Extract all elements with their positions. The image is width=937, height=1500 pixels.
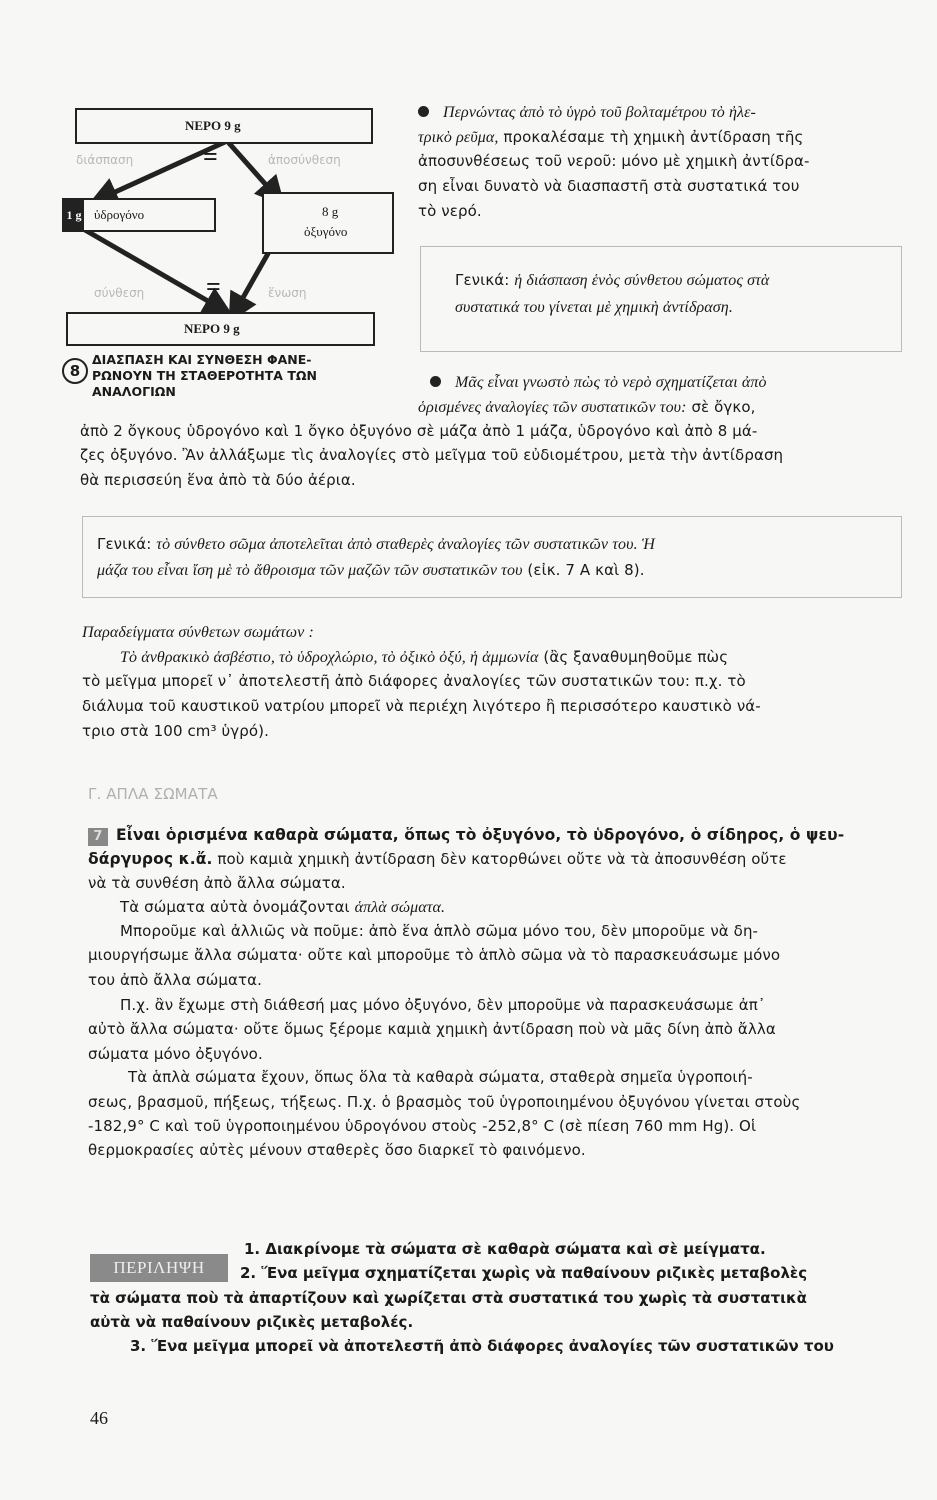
text-line: του ἀπὸ ἄλλα σώματα. [88, 971, 263, 989]
bullet-icon [418, 106, 429, 117]
text-line: νὰ τὰ συνθέση ἀπὸ ἄλλα σώματα. [88, 874, 346, 892]
bullet-icon [430, 376, 441, 387]
ghost-label-disunion: ἀποσύνθεση [268, 153, 341, 167]
water-bottom-box [66, 312, 375, 346]
text-line: ἀποσυνθέσεως τοῦ νεροῦ: μόνο μὲ χημικὴ ἀντίδρα- [418, 152, 810, 170]
general-note-box-1 [420, 246, 902, 352]
text-line: θερμοκρασίες αὐτὲς μένουν σταθερὲς ὅσο διαρκεῖ τὸ φαινόμενο. [88, 1141, 586, 1159]
general-note-box-2 [82, 516, 902, 598]
summary-label: ΠΕΡΙΛΗΨΗ [90, 1254, 228, 1282]
text-line: δάργυρος κ.ἄ. ποὺ καμιὰ χημικὴ ἀντίδραση δὲν κατορθώνει οὔτε νὰ τὰ ἀποσυνθέση οὔτε [88, 850, 787, 868]
summary-line: 2. Ἕνα μεῖγμα σχηματίζεται χωρὶς νὰ παθαίνουν ριζικὲς μεταβολὲς [240, 1264, 808, 1282]
ghost-label-decomposition: διάσπαση [76, 153, 134, 167]
oxygen-box [262, 192, 394, 254]
arrow-from-hydrogen [85, 230, 220, 308]
hydrogen-label: ὑδρογόνο [94, 207, 145, 222]
examples-heading: Παραδείγματα σύνθετων σωμάτων : [82, 624, 314, 641]
ghost-label-union: ἕνωση [268, 286, 307, 300]
arrow-to-oxygen [228, 142, 275, 195]
summary-line: τὰ σώματα ποὺ τὰ ἀπαρτίζουν καὶ χωρίζεται στὰ συστατικά του χωρὶς τὰ συστατικὰ [90, 1289, 807, 1307]
caption-line: ΑΝΑΛΟΓΙΩΝ [92, 384, 176, 399]
text-line: Τὰ ἁπλὰ σώματα ἔχουν, ὅπως ὅλα τὰ καθαρὰ σώματα, σταθερὰ σημεῖα ὑγροποιή- [128, 1068, 753, 1086]
text-line: μάζα του εἶναι ἴση μὲ τὸ ἄθροισμα τῶν μαζῶν τῶν συστατικῶν του (εἰκ. 7 Α καὶ 8). [97, 561, 645, 579]
text-line: ὁρισμένες ἀναλογίες τῶν συστατικῶν του: σὲ ὄγκο, [418, 398, 756, 416]
caption-line: ΔΙΑΣΠΑΣΗ ΚΑΙ ΣΥΝΘΕΣΗ ΦΑΝΕ- [92, 352, 312, 367]
summary-line: αὐτὰ νὰ παθαίνουν ριζικὲς μεταβολές. [90, 1313, 414, 1331]
text-line: Περνώντας ἀπὸ τὸ ὑγρὸ τοῦ βολταμέτρου τὸ ἠλε- [418, 102, 756, 124]
hydrogen-box [62, 198, 216, 232]
text-line: τὸ μεῖγμα μπορεῖ ν᾽ ἀποτελεστῆ ἀπὸ διάφορες ἀναλογίες τῶν συστατικῶν του: π.χ. τὸ [82, 672, 746, 690]
text-line: Τὰ σώματα αὐτὰ ὀνομάζονται ἁπλὰ σώματα. [120, 898, 446, 916]
text-line: σεως, βρασμοῦ, πήξεως, τήξεως. Π.χ. ὁ βρασμὸς τοῦ ὑγροποιημένου ὀξυγόνου γίνεται στοὺς [88, 1093, 801, 1111]
text-line: Γενικά: τὸ σύνθετο σῶμα ἀποτελεῖται ἀπὸ σταθερὲς ἀναλογίες τῶν συστατικῶν του. Ἡ [97, 535, 656, 553]
water-top-box [75, 108, 373, 144]
text-line: τὸ νερό. [418, 202, 482, 220]
text-line: Μᾶς εἶναι γνωστὸ πὼς τὸ νερὸ σχηματίζεται ἀπὸ [430, 372, 767, 394]
text-line: ζες ὀξυγόνο. Ἂν ἀλλάξωμε τὶς ἀναλογίες στὸ μεῖγμα τοῦ εὐδιομέτρου, μετὰ τὴν ἀντίδραση [80, 446, 784, 464]
summary-line: 1. Διακρίνομε τὰ σώματα σὲ καθαρὰ σώματα καὶ σὲ μείγματα. [244, 1240, 766, 1258]
text-line: συστατικά του γίνεται μὲ χημικὴ ἀντίδραση. [455, 299, 733, 316]
oxygen-mass: 8 g [322, 204, 339, 219]
text-line: Π.χ. ἂν ἔχωμε στὴ διάθεσή μας μόνο ὀξυγόνο, δὲν μποροῦμε νὰ παρασκευάσωμε ἀπ᾽ [120, 996, 766, 1014]
figure-number-badge: 8 [62, 358, 88, 384]
oxygen-label: ὀξυγόνο [304, 224, 348, 239]
equals-top: = [203, 142, 218, 171]
arrow-from-oxygen [236, 250, 270, 310]
section-heading: Γ. ΑΠΛΑ ΣΩΜΑΤΑ [88, 785, 218, 803]
water-top-label: ΝΕΡΟ 9 g [185, 118, 241, 133]
text-line: τριο στὰ 100 cm³ ὑγρό). [82, 722, 269, 740]
text-line: Γενικά: ἡ διάσπαση ἑνὸς σύνθετου σώματος στὰ [455, 271, 770, 289]
figure-caption [92, 352, 317, 400]
text-line: ση εἶναι δυνατὸ νὰ διασπαστῆ στὰ συστατικά του [418, 177, 800, 195]
text-line: Τὸ ἀνθρακικὸ ἀσβέστιο, τὸ ὑδροχλώριο, τὸ ὀξικὸ ὀξύ, ἡ ἀμμωνία (ἂς ξαναθυμηθοῦμε πὼς [120, 648, 729, 666]
water-bottom-label: ΝΕΡΟ 9 g [184, 321, 240, 336]
note-label: Γενικά [455, 271, 505, 289]
section-marker: 7 [88, 828, 108, 846]
caption-line: ΡΩΝΟΥΝ ΤΗ ΣΤΑΘΕΡΟΤΗΤΑ ΤΩΝ [92, 368, 317, 383]
ghost-label-synthesis: σύνθεση [94, 286, 145, 300]
text-line: τρικὸ ρεῦμα, προκαλέσαμε τὴ χημικὴ ἀντίδραση τῆς [418, 128, 804, 146]
text-line: σώματα μόνο ὀξυγόνο. [88, 1045, 263, 1063]
text-line: αὐτὸ ἄλλα σώματα· οὔτε ὅμως ξέρομε καμιὰ χημικὴ ἀντίδραση ποὺ νὰ μᾶς δίνη ἀπὸ ἄλλα [88, 1020, 776, 1038]
summary-line: 3. Ἕνα μεῖγμα μπορεῖ νὰ ἀποτελεστῆ ἀπὸ διάφορες ἀναλογίες τῶν συστατικῶν του [130, 1337, 834, 1355]
hydrogen-mass: 1 g [64, 200, 84, 230]
text-line: -182,9° C καὶ τοῦ ὑγροποιημένου ὑδρογόνου στοὺς -252,8° C (σὲ πίεση 760 mm Hg). Οἱ [88, 1117, 757, 1135]
text-line: διάλυμα τοῦ καυστικοῦ νατρίου μπορεῖ νὰ περιέχη λιγότερο ἢ περισσότερο καυστικὸ νά- [82, 697, 761, 715]
text-line: Μποροῦμε καὶ ἀλλιῶς νὰ ποῦμε: ἀπὸ ἕνα ἁπλὸ σῶμα μόνο του, δὲν μποροῦμε νὰ δη- [120, 922, 759, 940]
text-line: ἀπὸ 2 ὄγκους ὑδρογόνο καὶ 1 ὄγκο ὀξυγόνο σὲ μάζα ἀπὸ 1 μάζα, ὑδρογόνο καὶ ἀπὸ 8 μά- [80, 422, 758, 440]
text-line: 7 Εἶναι ὁρισμένα καθαρὰ σώματα, ὅπως τὸ ὀξυγόνο, τὸ ὑδρογόνο, ὁ σίδηρος, ὁ ψευ- [88, 824, 844, 846]
equals-bottom: = [206, 272, 221, 301]
text-line: θὰ περισσεύη ἕνα ἀπὸ τὰ δύο ἀέρια. [80, 471, 356, 489]
text-line: μιουργήσωμε ἄλλα σώματα· οὔτε καὶ μποροῦμε τὸ ἁπλὸ σῶμα νὰ τὸ παρασκευάσωμε μόνο [88, 946, 781, 964]
page-number: 46 [90, 1408, 108, 1428]
note-label: Γενικά [97, 535, 147, 553]
